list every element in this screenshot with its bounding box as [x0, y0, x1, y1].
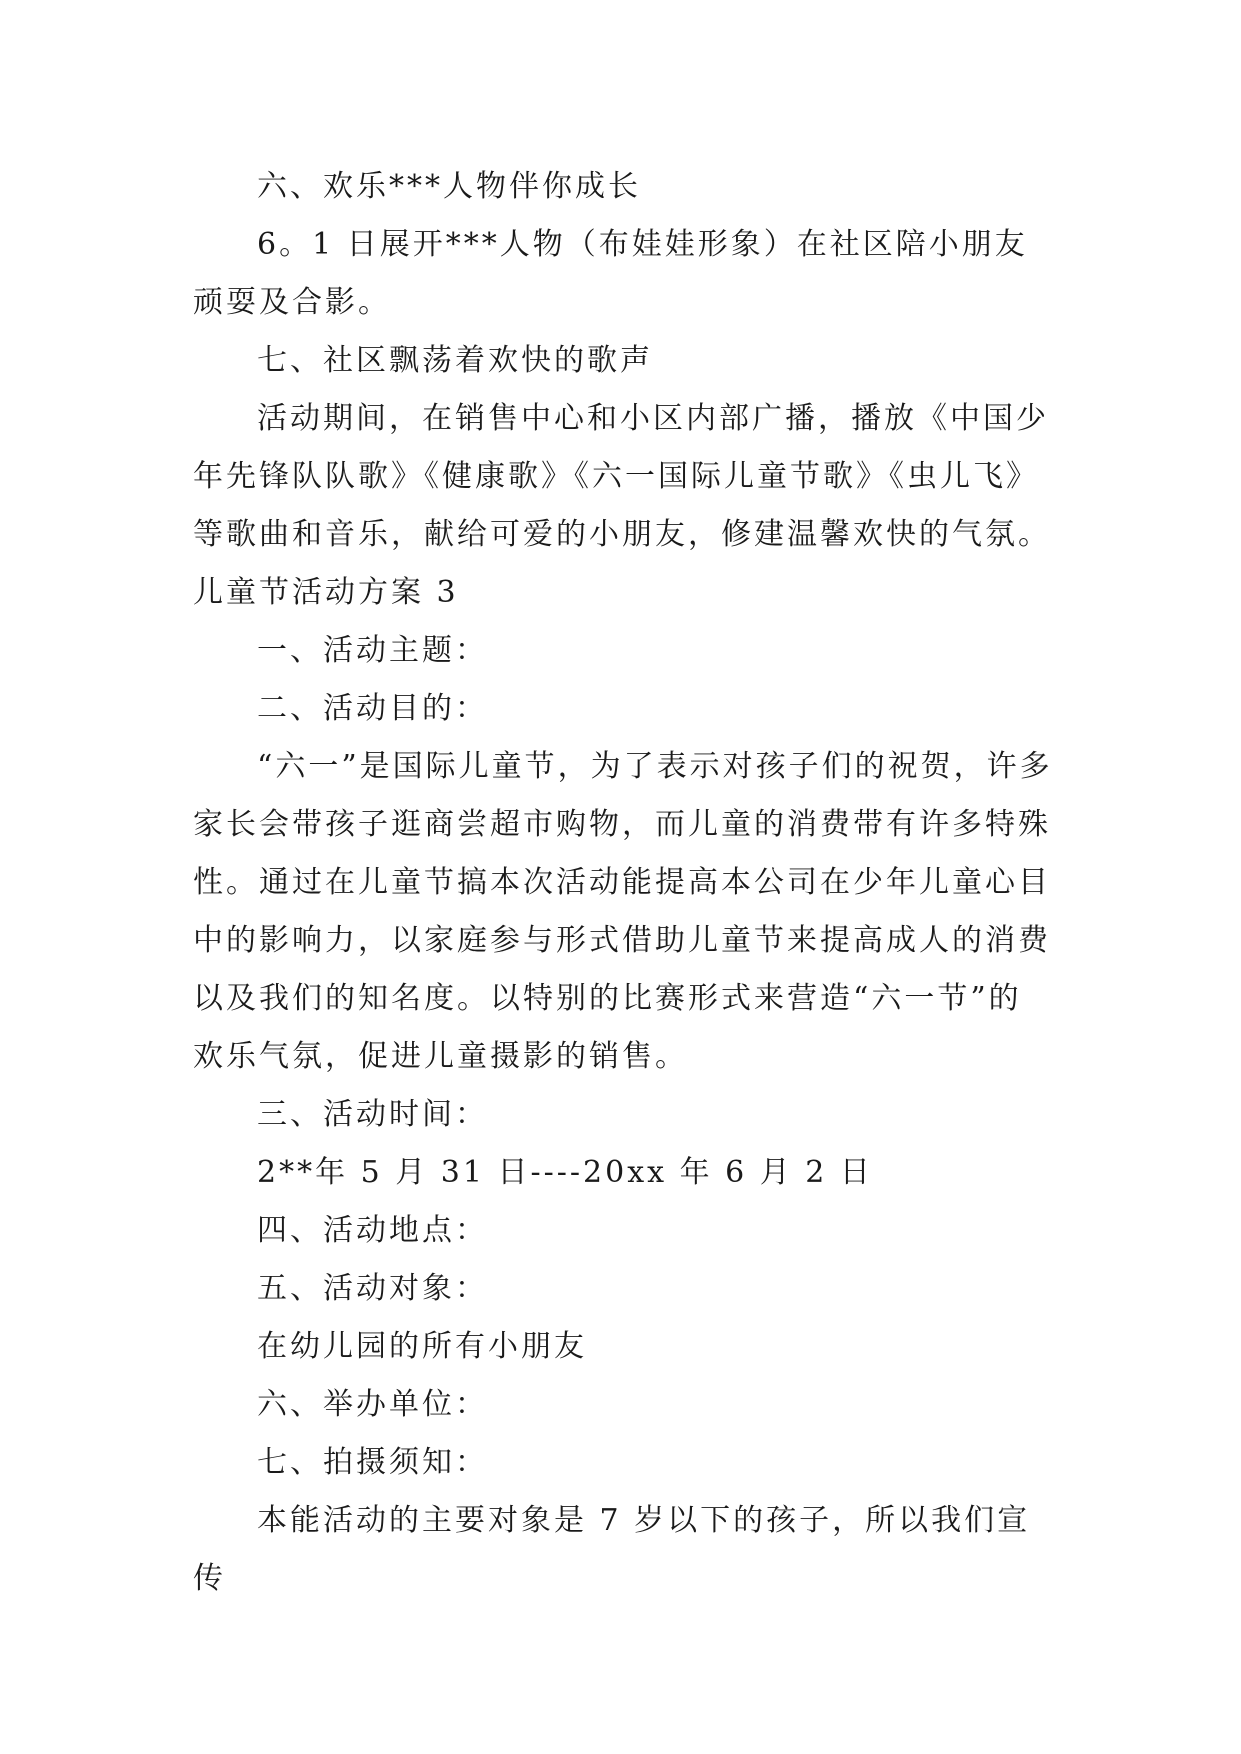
section-heading-songs: 七、社区飘荡着欢快的歌声 — [257, 343, 653, 378]
paragraph-purpose: “六一”是国际儿童节，为了表示对孩子们的祝贺，许多家长会带孩子逛商尝超市购物，而儿童的消费带有许多特殊性。通过在儿童节搞本次活动能提高本公司在少年儿童心目中的影响力，以家庭参与形式借助儿童节来提高成人的消费以及我们的知名度。以特别的比赛形式来营造“六一节”的欢乐气氛，促进儿童摄影的销售。 — [193, 749, 1053, 1074]
section-heading-location: 四、活动地点： — [257, 1213, 488, 1248]
section-heading-time: 三、活动时间： — [257, 1097, 488, 1132]
paragraph-photo-notes: 本能活动的主要对象是 7 岁以下的孩子，所以我们宣传 — [193, 1503, 1031, 1596]
section-heading-theme: 一、活动主题： — [257, 633, 488, 668]
section-heading-photo-notes: 七、拍摄须知： — [257, 1445, 488, 1480]
section-heading-audience: 五、活动对象： — [257, 1271, 488, 1306]
paragraph-character-activity: 6。1 日展开***人物（布娃娃形象）在社区陪小朋友顽耍及合影。 — [193, 227, 1028, 320]
section-heading-purpose: 二、活动目的： — [257, 691, 488, 726]
document-section-title: 儿童节活动方案 3 — [193, 575, 459, 610]
section-heading-organizer: 六、举办单位： — [257, 1387, 488, 1422]
section-heading-happy-character: 六、欢乐***人物伴你成长 — [257, 169, 641, 204]
paragraph-audience: 在幼儿园的所有小朋友 — [257, 1329, 587, 1364]
paragraph-songs: 活动期间，在销售中心和小区内部广播，播放《中国少年先锋队队歌》《健康歌》《六一国际儿童节歌》《虫儿飞》等歌曲和音乐，献给可爱的小朋友，修建温馨欢快的气氛。 — [193, 401, 1051, 552]
paragraph-time: 2**年 5 月 31 日----20xx 年 6 月 2 日 — [257, 1155, 873, 1190]
document-body — [193, 158, 1053, 1608]
